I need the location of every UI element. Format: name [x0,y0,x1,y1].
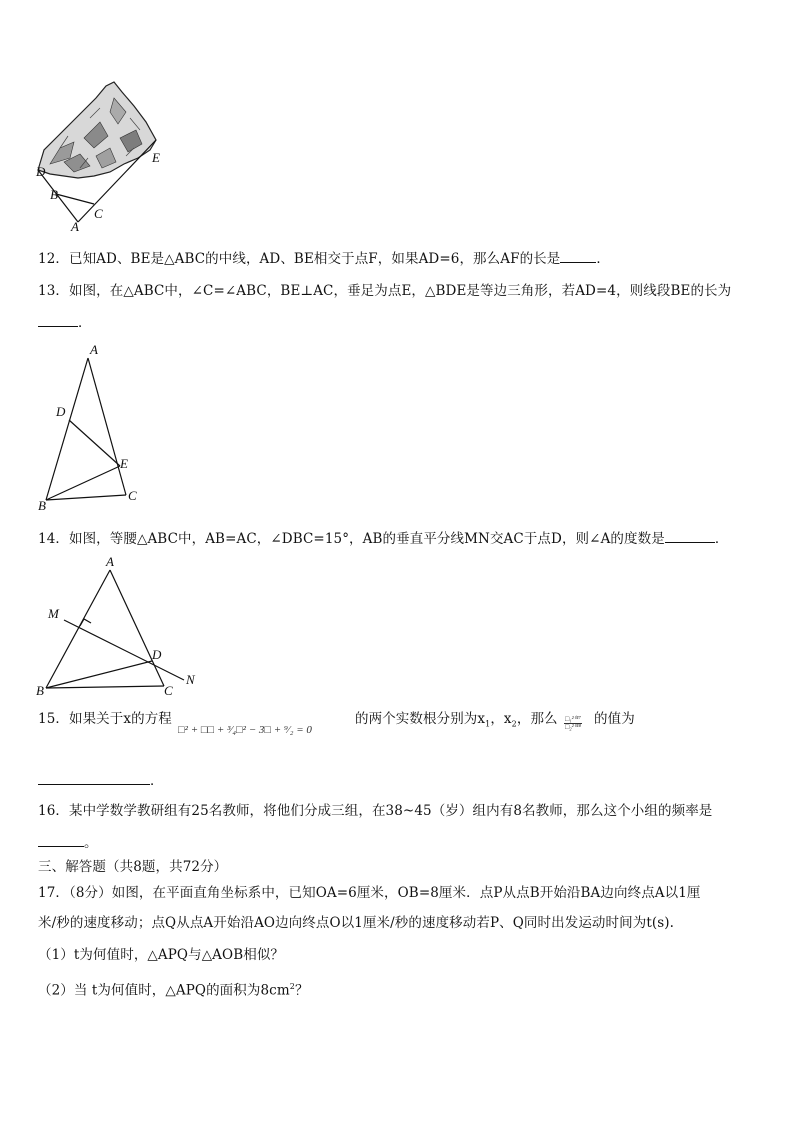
question-15-suffix2: 的值为 [594,711,635,727]
side-AC [88,358,126,495]
question-14 [38,530,728,548]
label-D: D [152,647,162,662]
question-15-answer-line [38,772,164,790]
section-heading [38,858,227,876]
side-BC [46,686,164,688]
question-17-text-1: 17．（8分）如图，在平面直角坐标系中，已知OA=6厘米，OB=8厘米．点P从点B开始沿BA边向终点A以1厘 [38,885,701,901]
question-13-text: 13．如图，在△ABC中，∠C=∠ABC，BE⊥AC，垂足为点E，△BDE是等边三角形，若AD=4，则线段BE的长为 [38,283,732,299]
section-title: 三、解答题（共8题，共72分） [38,859,228,875]
label-B: B [38,498,46,512]
ratio-fraction [564,716,582,731]
question-15-end: ． [150,773,164,789]
ratio-denominator: □₂²⁰¹⁸ [565,723,582,731]
side-AB [46,570,110,688]
label-A: A [90,342,98,357]
side-AC [110,570,164,686]
answer-blank-14 [665,530,715,543]
side-BC [46,495,126,500]
question-17-line1 [38,884,701,902]
equation-15-text: □² + □□ + ³⁄₄□² − 3□ + ⁹⁄₂ = 0 [178,724,312,736]
question-12-text: 12．已知AD、BE是△ABC的中线，AD、BE相交于点F，如果AD=6，那么AF的长是 [38,251,561,267]
question-17-text-2: 米/秒的速度移动；点Q从点A开始沿AO边向终点O以1厘米/秒的速度移动若P、Q同时出发运动时间为t(s). [38,915,675,931]
right-angle-mark [80,619,91,626]
question-15-prefix: 15．如果关于x的方程 [38,711,172,727]
question-16-text: 16．某中学数学教研组有25名教师，将他们分成三组，在38~45（岁）组内有8名教师，那么这个小组的频率是 [38,803,713,819]
label-B: B [36,683,44,698]
rock-shape [38,82,156,178]
question-16-end: 。 [84,835,98,851]
segment-BD [46,661,152,688]
label-A: A [71,219,79,234]
question-17-part2-sup: 2 [289,982,295,991]
segment-DE [69,420,120,466]
question-13-end: ． [78,315,92,331]
line-MN [64,620,184,680]
question-17-part1 [38,946,284,964]
label-D: D [36,164,46,179]
label-E: E [120,456,128,471]
label-B: B [50,187,58,202]
answer-blank-12 [560,250,596,263]
equation-15 [178,724,312,736]
question-16 [38,802,712,820]
label-M: M [48,606,59,621]
label-C: C [128,488,137,503]
question-15 [38,710,172,728]
question-17-part2-text: （2）当 t为何值时，△APQ的面积为8cm [38,982,290,999]
question-15-roots [355,710,558,734]
ratio-numerator: □₁²⁰¹⁷ [565,715,582,723]
question-17-part2-end: ？ [294,982,309,999]
label-C: C [164,683,173,698]
question-15-sub2: 2 [511,719,517,729]
figure-rock-triangle [30,78,180,238]
question-13-answer-line [38,314,92,332]
question-15-sep: ，x [490,711,512,727]
answer-blank-15 [38,772,150,785]
question-12-end: ． [596,251,610,267]
label-D: D [56,404,66,419]
label-C: C [94,206,103,221]
question-15-suffix: ，那么 [516,711,558,727]
question-13 [38,282,731,300]
side-AB [46,358,88,500]
figure-triangle-abc-14 [34,552,210,700]
question-12 [38,250,610,268]
question-14-end: ． [714,531,729,547]
figure-triangle-abc-13 [36,340,146,512]
label-E: E [152,150,160,165]
question-17-line2 [38,914,674,932]
label-N: N [186,672,195,687]
question-15-sub1: 1 [485,719,491,729]
question-17-part2 [38,978,309,1000]
label-A: A [106,554,114,569]
question-14-text: 14．如图，等腰△ABC中，AB=AC，∠DBC=15°，AB的垂直平分线MN交AC于点D，则∠A的度数是 [38,531,665,547]
answer-blank-16 [38,834,84,847]
question-15-middle: 的两个实数根分别为x [355,711,486,727]
answer-blank-13 [38,314,78,327]
question-17-part1-text: （1）t为何值时，△APQ与△AOB相似？ [38,947,285,963]
question-16-answer-line [38,834,98,852]
segment-BE [46,466,120,500]
ratio-15 [564,716,582,731]
question-15-value [594,710,635,728]
